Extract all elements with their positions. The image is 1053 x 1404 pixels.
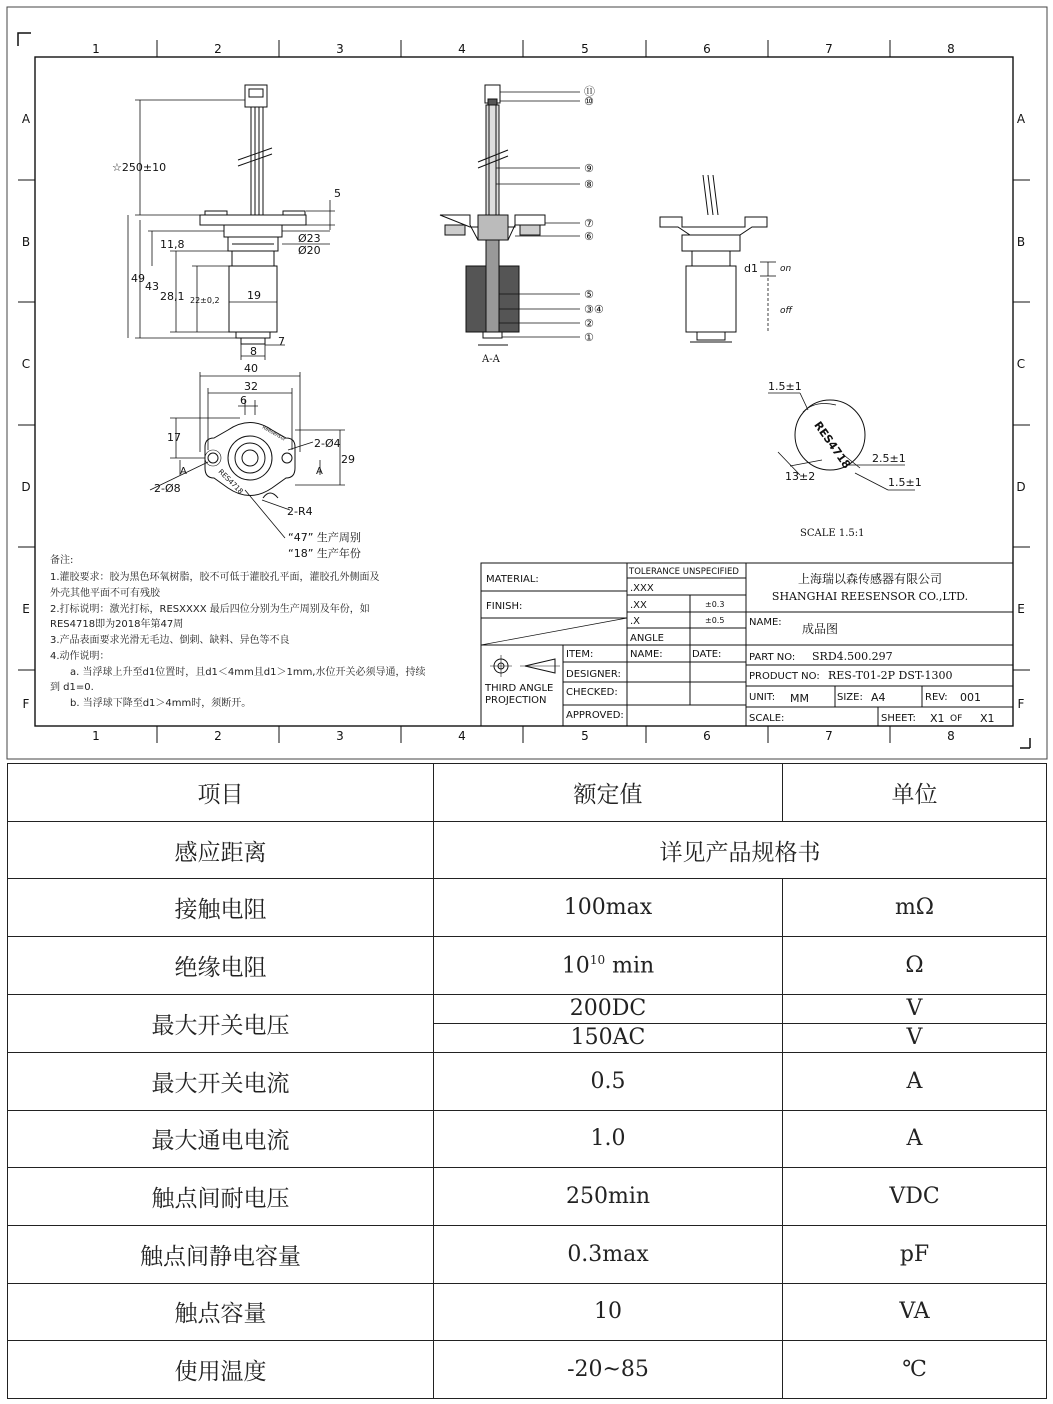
tb-sheet-label: SHEET: <box>881 713 916 724</box>
dim-2-5: 2.5±1 <box>872 452 906 465</box>
tb-sheet-total: X1 <box>980 712 995 725</box>
table-row <box>8 994 1047 1052</box>
table-row <box>8 879 1047 937</box>
row-unit: A <box>783 1110 1047 1168</box>
row-item: 最大通电电流 <box>8 1110 434 1168</box>
row-item: 触点容量 <box>8 1283 434 1341</box>
grid-col-3-bottom: 3 <box>336 729 344 743</box>
value-base: 10 <box>561 953 590 979</box>
dim-8: 8 <box>250 345 257 358</box>
tb-x-value: ±0.5 <box>705 616 725 625</box>
tb-company-cn: 上海瑞以森传感器有限公司 <box>797 572 943 586</box>
section-label: A-A <box>482 354 500 365</box>
label-on: on <box>780 264 792 274</box>
stroke-view <box>660 175 776 342</box>
grid-row-b-right: B <box>1016 235 1026 249</box>
dim-40: 40 <box>244 362 258 375</box>
grid-row-a-right: A <box>1016 112 1026 126</box>
row-value: 0.5 <box>434 1052 783 1110</box>
tb-scale-label: SCALE: <box>749 713 785 724</box>
table-row <box>8 937 1047 995</box>
row-unit: Ω <box>783 937 1047 995</box>
dim-49: 49 <box>131 272 145 285</box>
callout-2: ② <box>584 317 594 330</box>
tb-size-label: SIZE: <box>837 692 863 703</box>
tb-designer: DESIGNER: <box>566 669 621 680</box>
grid-col-6: 6 <box>703 42 711 56</box>
grid-row-f-right: F <box>1017 697 1025 711</box>
dim-holes-4: 2-Ø4 <box>314 437 341 450</box>
year-note: “18” 生产年份 <box>288 547 361 560</box>
tb-projection-2: PROJECTION <box>485 695 547 706</box>
tb-xxx: .XXX <box>630 583 654 594</box>
grid-col-2: 2 <box>214 42 222 56</box>
note-4a1: a. 当浮球上升至d1位置时，且d1＜4mm且d1＞1mm,水位开关必须导通，持续 <box>70 667 426 678</box>
table-row <box>8 1110 1047 1168</box>
value-suffix: min <box>612 953 655 979</box>
row-unit: ℃ <box>783 1341 1047 1399</box>
section-mark-left: A <box>180 466 187 477</box>
dim-22: 22±0,2 <box>190 296 220 305</box>
dim-28-1: 28,1 <box>160 290 185 303</box>
dim-5: 5 <box>334 187 341 200</box>
note-1a: 1.灌胶要求：胶为黑色环氧树脂，胶不可低于灌胶孔平面，灌胶孔外侧面及 <box>50 572 380 583</box>
callout-9: ⑨ <box>584 162 594 175</box>
note-4b: b. 当浮球下降至d1＞4mm时，须断开。 <box>70 698 252 709</box>
grid-col-7: 7 <box>825 42 833 56</box>
tb-company-en: SHANGHAI REESENSOR CO.,LTD. <box>771 590 969 603</box>
row-value: 100max <box>434 879 783 937</box>
row-item: 接触电阻 <box>8 879 434 937</box>
dim-32: 32 <box>244 380 258 393</box>
dim-cable-length: ☆250±10 <box>112 161 167 174</box>
grid-col-7-bottom: 7 <box>825 729 833 743</box>
callout-1: ① <box>584 331 594 344</box>
callout-10: ⑩ <box>584 95 594 108</box>
grid-row-d: D <box>21 480 31 494</box>
table-row <box>8 1283 1047 1341</box>
body-marking-text: RES4718 <box>216 467 245 496</box>
row-unit: VDC <box>783 1168 1047 1226</box>
tb-rev: 001 <box>960 691 981 704</box>
logo-mark-text: Reesensor <box>261 424 287 443</box>
grid-row-e: E <box>22 602 30 616</box>
row-item: 最大开关电流 <box>8 1052 434 1110</box>
unit-ac: V <box>783 1023 1046 1052</box>
callout-8: ⑧ <box>584 178 594 191</box>
plan-view <box>150 372 345 538</box>
tb-of: OF <box>950 714 963 724</box>
dim-holes-8: 2-Ø8 <box>154 482 181 495</box>
dim-29: 29 <box>341 453 355 466</box>
tb-approved: APPROVED: <box>566 710 624 721</box>
row-unit: A <box>783 1052 1047 1110</box>
table-row <box>8 1052 1047 1110</box>
row-unit: VA <box>783 1283 1047 1341</box>
dim-7: 7 <box>278 335 285 348</box>
dim-43: 43 <box>145 280 159 293</box>
header-value: 额定值 <box>434 764 783 822</box>
tb-xx: .XX <box>630 600 647 611</box>
tb-sheet: X1 <box>930 712 945 725</box>
tb-name-value: 成品图 <box>802 622 839 636</box>
front-view <box>128 85 335 360</box>
row-item: 绝缘电阻 <box>8 937 434 995</box>
grid-row-b: B <box>21 235 31 249</box>
grid-col-1-bottom: 1 <box>92 729 100 743</box>
tb-date-col: DATE: <box>692 649 722 660</box>
marking-text: RES4718 <box>811 419 854 472</box>
header-unit: 单位 <box>783 764 1047 822</box>
row-item: 使用温度 <box>8 1341 434 1399</box>
tb-item: ITEM: <box>566 649 594 660</box>
label-off: off <box>780 306 793 316</box>
dim-1-5-bottom: 1.5±1 <box>888 476 922 489</box>
grid-col-4: 4 <box>458 42 466 56</box>
tb-name-label: NAME: <box>749 617 782 628</box>
callout-5: ⑤ <box>584 288 594 301</box>
note-3: 3.产品表面要求光滑无毛边、倒刺、缺料、异色等不良 <box>50 635 290 646</box>
value-ac: 150AC <box>434 1023 782 1052</box>
table-row <box>8 1168 1047 1226</box>
tb-projection-1: THIRD ANGLE <box>485 683 554 694</box>
grid-col-8: 8 <box>947 42 955 56</box>
section-view <box>440 85 545 345</box>
note-4: 4.动作说明： <box>50 651 110 662</box>
row-value: 250min <box>434 1168 783 1226</box>
grid-col-1: 1 <box>92 42 100 56</box>
row-value: 1.0 <box>434 1110 783 1168</box>
table-header-row <box>8 764 1047 822</box>
dim-1-5-top: 1.5±1 <box>768 380 802 393</box>
note-4a2: 到 d1=0. <box>50 682 94 693</box>
tb-unit: MM <box>790 692 809 705</box>
tb-size: A4 <box>871 691 886 704</box>
tb-x: .X <box>630 616 641 627</box>
grid-col-8-bottom: 8 <box>947 729 955 743</box>
row-item: 触点间静电容量 <box>8 1225 434 1283</box>
grid-row-e-right: E <box>1017 602 1025 616</box>
grid-row-f: F <box>22 697 30 711</box>
dim-17: 17 <box>167 431 181 444</box>
grid-row-c: C <box>21 357 31 371</box>
tb-unit-label: UNIT: <box>749 692 776 703</box>
grid-col-5-bottom: 5 <box>581 729 589 743</box>
row-value <box>434 937 783 995</box>
note-1b: 外壳其他平面不可有残胶 <box>50 588 160 599</box>
notes-title: 备注: <box>50 555 74 566</box>
row-item: 触点间耐电压 <box>8 1168 434 1226</box>
row-value: 10 <box>434 1283 783 1341</box>
section-mark-right: A <box>316 466 323 477</box>
dim-19: 19 <box>247 289 261 302</box>
dim-d1: d1 <box>744 262 758 275</box>
row-unit: mΩ <box>783 879 1047 937</box>
dim-d20: Ø20 <box>298 244 321 257</box>
note-2a: 2.打标说明：激光打标，RESXXXX 最后四位分别为生产周别及年份，如 <box>50 604 370 615</box>
row-item: 最大开关电压 <box>8 994 434 1052</box>
dim-11-8: 11,8 <box>160 238 185 251</box>
row-value: -20~85 <box>434 1341 783 1399</box>
callout-11: ⑪ <box>584 85 595 98</box>
dim-6: 6 <box>240 394 247 407</box>
tb-tolerance: TOLERANCE UNSPECIFIED <box>629 567 739 577</box>
row-value: 0.3max <box>434 1225 783 1283</box>
dim-13: 13±2 <box>785 470 816 483</box>
tb-product-no-label: PRODUCT NO: <box>749 671 820 682</box>
table-row <box>8 1225 1047 1283</box>
table-row <box>8 1341 1047 1399</box>
row-item: 感应距离 <box>8 821 434 879</box>
header-item: 项目 <box>8 764 434 822</box>
week-note: “47” 生产周别 <box>288 531 361 544</box>
value-exponent: 10 <box>589 952 606 967</box>
row-unit <box>783 994 1047 1052</box>
dim-r4: 2-R4 <box>287 505 313 518</box>
tb-rev-label: REV: <box>925 692 948 703</box>
dim-d23: Ø23 <box>298 232 321 245</box>
row-value: 详见产品规格书 <box>434 821 1047 879</box>
note-2b: RES4718即为2018年第47周 <box>50 619 184 630</box>
grid-col-3: 3 <box>336 42 344 56</box>
grid-col-5: 5 <box>581 42 589 56</box>
tb-angle: ANGLE <box>630 633 664 644</box>
grid-row-d-right: D <box>1016 480 1026 494</box>
unit-dc: V <box>906 995 923 1021</box>
callout-6: ⑥ <box>584 230 594 243</box>
tb-finish: FINISH: <box>486 601 523 612</box>
spec-table <box>7 763 1047 1399</box>
value-dc: 200DC <box>569 995 647 1021</box>
callout-34: ③④ <box>584 303 604 316</box>
row-value <box>434 994 783 1052</box>
grid-col-4-bottom: 4 <box>458 729 466 743</box>
table-row <box>8 821 1047 879</box>
tb-checked: CHECKED: <box>566 687 618 698</box>
grid-row-c-right: C <box>1016 357 1026 371</box>
grid-row-a: A <box>21 112 31 126</box>
tb-material: MATERIAL: <box>486 574 539 585</box>
tb-product-no: RES-T01-2P DST-1300 <box>828 669 953 682</box>
tb-part-no: SRD4.500.297 <box>812 650 893 663</box>
callout-7: ⑦ <box>584 217 594 230</box>
grid-col-2-bottom: 2 <box>214 729 222 743</box>
tb-part-no-label: PART NO: <box>749 652 796 663</box>
scale-note: SCALE 1.5:1 <box>800 528 865 539</box>
grid-col-6-bottom: 6 <box>703 729 711 743</box>
tb-name-col: NAME: <box>630 649 663 660</box>
row-unit: pF <box>783 1225 1047 1283</box>
tb-xx-value: ±0.3 <box>705 600 725 609</box>
